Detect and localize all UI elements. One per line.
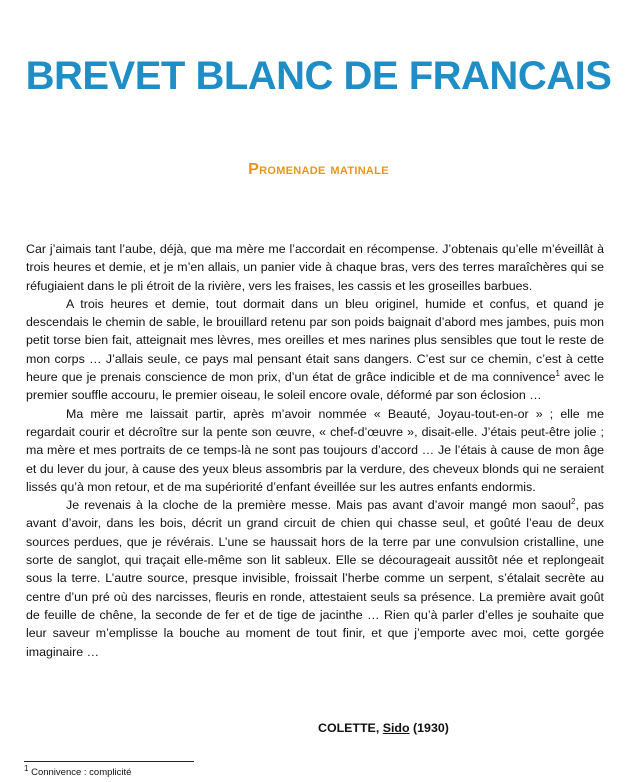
footnote-number: 1 (24, 763, 29, 773)
signature (318, 721, 449, 735)
footnote-ref-2: 2 (571, 497, 576, 507)
paragraph-3: Ma mère me laissait partir, après m’avoir nommée « Beauté, Joyau-tout-en-or » ; elle me regardait courir et décroître sur la pente son œuvre, « chef-d’œuvre », disait-elle. J’étais peut-être jolie ; ma mère et mes portraits de ce temps-là ne sont pas toujours d’accord … Je l’étais à cause de mon âge et du lever du jour, à cause des yeux bleus assombris par la verdure, des cheveux blonds qui ne seraient lissés qu’à mon retour, et de ma supériorité d’enfant éveillée sur les autres enfants endormis. (26, 406, 604, 494)
paragraph-2-part-1: A trois heures et demie, tout dormait dans un bleu originel, humide et confus, et quand je descendais le chemin de sable, le brouillard retenu par son poids baignait d’abord mes jambes, puis mon petit torse bien fait, atteignait mes lèvres, mes oreilles et mes narines plus sensibles que tout le reste de mon corps … J’allais seule, ce pays mal pensant était sans dangers. C’est sur ce chemin, c’est à cette heure que je prenais conscience de mon prix, d’un état de grâce indicible et de ma connivence (26, 296, 604, 385)
paragraph-4-part-2: , pas avant d’avoir, dans les bois, décrit un grand circuit de chien qui chasse seul, et goûté l’eau de deux sources perdues, que je révérais. L’une se haussait hors de la terre par une convulsion cristalline, une sorte de sanglot, qui traçait elle-même son lit sableux. Elle se décourageait aussitôt née et replongeait sous la terre. L’autre source, presque invisible, froissait l’herbe comme un serpent, s’étalait secrète au centre d’un pré où des narcisses, fleuris en ronde, attestaient seuls sa présence. La première avait goût de feuille de chêne, la seconde de fer et de tige de jacinthe … Rien qu’à parler d’elles je souhaite que leur saveur m’emplisse la bouche au moment de tout finir, et que j’emporte avec moi, cette gorgée imaginaire … (26, 498, 604, 659)
signature-work: Sido (382, 721, 410, 735)
footnote-ref-1: 1 (555, 368, 560, 378)
page-title: BREVET BLANC DE FRANCAIS (25, 54, 612, 98)
paragraph-2-part-2: avec le premier souffle accouru, le premier oiseau, le soleil encore ovale, déformé par son éclosion … (26, 370, 604, 403)
text-subtitle: Promenade matinale (248, 161, 389, 178)
footnote (24, 763, 132, 778)
paragraph-2 (26, 295, 604, 405)
footnote-text: Connivence : complicité (31, 767, 132, 778)
footnote-divider (24, 761, 194, 762)
signature-year: (1930) (413, 721, 449, 735)
paragraph-4 (26, 496, 604, 661)
signature-author: COLETTE, (318, 721, 380, 735)
paragraph-1: Car j’aimais tant l’aube, déjà, que ma mère me l’accordait en récompense. J’obtenais qu’elle m’éveillât à trois heures et demie, et je m’en allais, un panier vide à chaque bras, vers des terres maraîchères qui se réfugiaient dans le pli étroit de la rivière, vers les fraises, les cassis et les groseilles barbues. (26, 242, 604, 293)
text-body (26, 240, 604, 661)
paragraph-4-part-1: Je revenais à la cloche de la première messe. Mais pas avant d’avoir mangé mon saoul (66, 498, 572, 513)
